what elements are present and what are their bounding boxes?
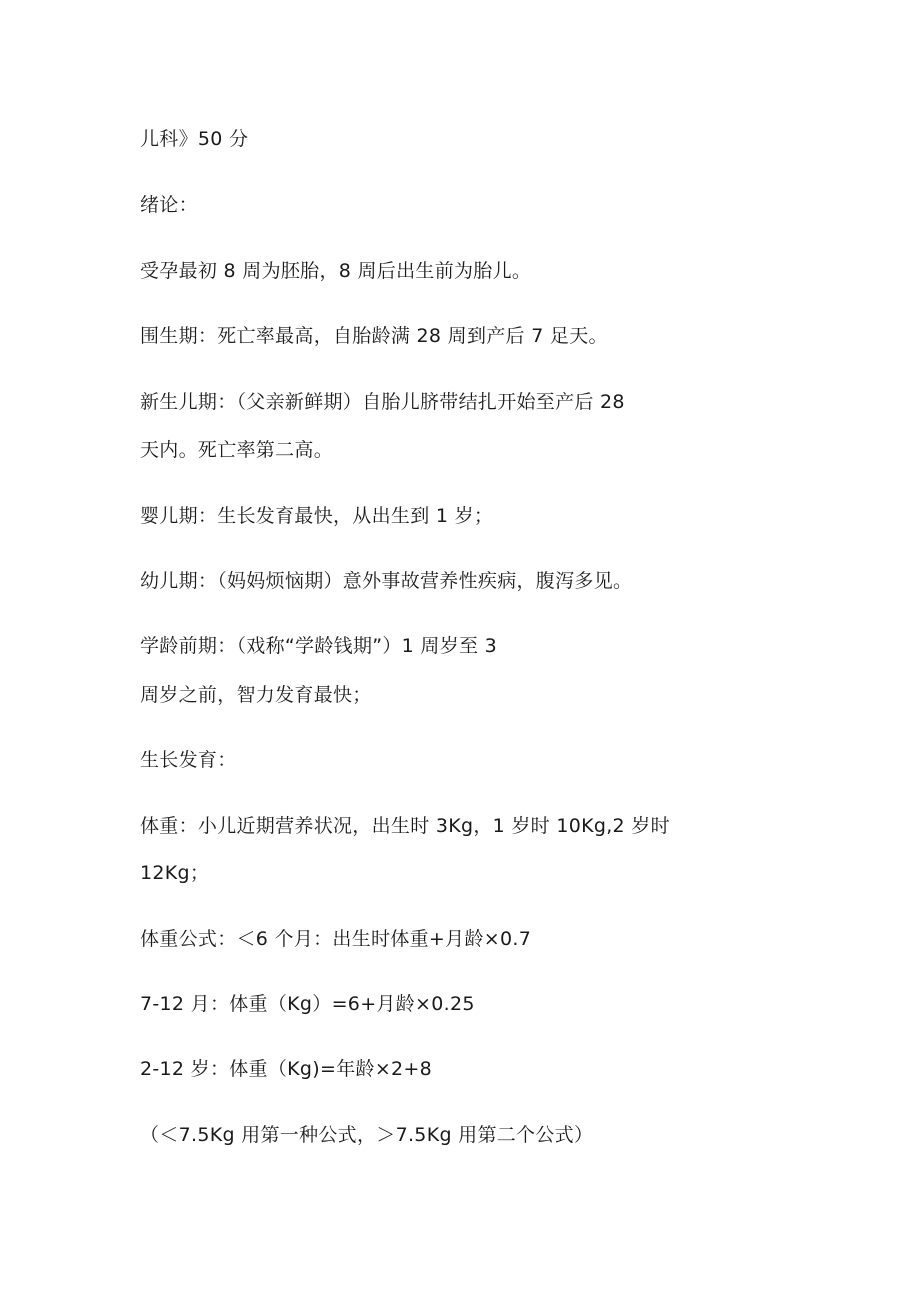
- section-heading-introduction: 绪论：: [140, 194, 198, 216]
- text-line-weight: 体重：小儿近期营养状况，出生时 3Kg，1 岁时 10Kg,2 岁时: [140, 815, 670, 837]
- text-line-perinatal-period: 围生期：死亡率最高，自胎龄满 28 周到产后 7 足天。: [140, 325, 608, 347]
- section-heading-growth: 生长发育：: [140, 749, 237, 771]
- text-line-formula-note: （＜7.5Kg 用第一种公式，＞7.5Kg 用第二个公式）: [140, 1124, 594, 1146]
- text-line-weight-formula-under6m: 体重公式：＜6 个月：出生时体重+月龄×0.7: [140, 928, 532, 950]
- text-line-weight-cont: 12Kg；: [140, 862, 210, 884]
- text-line-neonatal-period: 新生儿期：（父亲新鲜期）自胎儿脐带结扎开始至产后 28: [140, 391, 625, 413]
- text-line-infancy: 婴儿期：生长发育最快，从出生到 1 岁；: [140, 505, 494, 527]
- text-line-preschool-period: 学龄前期：（戏称“学龄钱期”）1 周岁至 3: [140, 635, 498, 657]
- text-line-toddler-period: 幼儿期：（妈妈烦恼期）意外事故营养性疾病，腹泻多见。: [140, 570, 633, 592]
- section-heading-pediatrics: 儿科》50 分: [140, 128, 249, 150]
- text-line-embryo-fetus: 受孕最初 8 周为胚胎，8 周后出生前为胎儿。: [140, 260, 532, 282]
- text-line-preschool-period-cont: 周岁之前，智力发育最快；: [140, 684, 372, 706]
- text-line-weight-formula-2-12y: 2-12 岁：体重（Kg)=年龄×2+8: [140, 1058, 433, 1080]
- text-line-neonatal-period-cont: 天内。死亡率第二高。: [140, 439, 334, 461]
- text-line-weight-formula-7-12m: 7-12 月：体重（Kg）=6+月龄×0.25: [140, 993, 475, 1015]
